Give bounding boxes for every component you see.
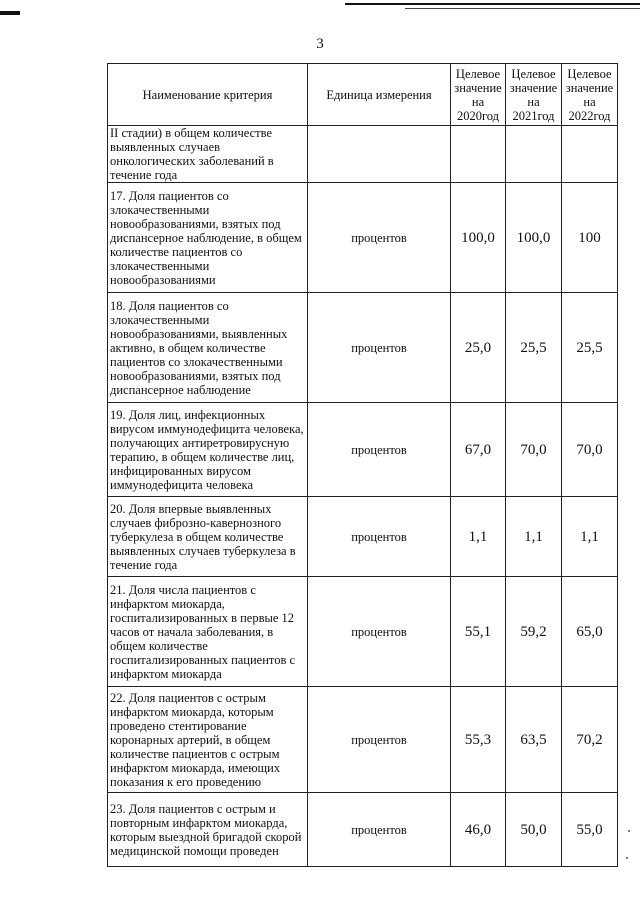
header-target-2022: Целевое значение на 2022год (562, 64, 618, 126)
value-2020: 100,0 (451, 183, 506, 293)
unit-cell: процентов (308, 577, 451, 687)
value-2022: 65,0 (562, 577, 618, 687)
table-row (108, 126, 618, 183)
unit-cell: процентов (308, 793, 451, 867)
value-2022: 1,1 (562, 497, 618, 577)
value-2021: 50,0 (506, 793, 562, 867)
unit-cell (308, 126, 451, 183)
header-target-2021: Целевое значение на 2021год (506, 64, 562, 126)
value-2021 (506, 126, 562, 183)
header-criterion: Наименование критерия (108, 64, 308, 126)
table-row (108, 577, 618, 687)
table-row (108, 293, 618, 403)
value-2021: 25,5 (506, 293, 562, 403)
value-2020: 46,0 (451, 793, 506, 867)
table-row (108, 497, 618, 577)
criterion-name: II стадии) в общем количестве выявленных случаев онкологических заболеваний в течение года (108, 126, 308, 183)
unit-cell: процентов (308, 293, 451, 403)
table-row (108, 403, 618, 497)
value-2021: 100,0 (506, 183, 562, 293)
criterion-name: 18. Доля пациентов со злокачественными новообразованиями, выявленных активно, в общем количестве пациентов со злокачественными новообразованиями, взятых под диспансерное наблюдение (108, 293, 308, 403)
criterion-name: 22. Доля пациентов с острым инфарктом миокарда, которым проведено стентирование коронарных артерий, в общем количестве пациентов с острым инфарктом миокарда, имеющих показания к его проведению (108, 687, 308, 793)
table-row (108, 687, 618, 793)
unit-cell: процентов (308, 687, 451, 793)
header-unit: Единица измерения (308, 64, 451, 126)
scan-edge-mark (0, 11, 20, 15)
scan-speck (628, 830, 630, 832)
criterion-name: 19. Доля лиц, инфекционных вирусом иммунодефицита человека, получающих антиретровирусную терапию, в общем количестве лиц, инфицированных вирусом иммунодефицита человека (108, 403, 308, 497)
header-target-2020: Целевое значение на 2020год (451, 64, 506, 126)
value-2021: 1,1 (506, 497, 562, 577)
value-2021: 63,5 (506, 687, 562, 793)
value-2020: 25,0 (451, 293, 506, 403)
value-2020: 55,3 (451, 687, 506, 793)
table-row (108, 793, 618, 867)
criteria-table (107, 63, 618, 867)
value-2020: 55,1 (451, 577, 506, 687)
table-row (108, 183, 618, 293)
criterion-name: 17. Доля пациентов со злокачественными новообразованиями, взятых под диспансерное наблюдение, в общем количестве пациентов со злокачественными новообразованиями (108, 183, 308, 293)
criterion-name: 20. Доля впервые выявленных случаев фиброзно-кавернозного туберкулеза в общем количестве выявленных случаев туберкулеза в течение года (108, 497, 308, 577)
unit-cell: процентов (308, 183, 451, 293)
page-number: 3 (316, 36, 324, 52)
scan-speck (626, 857, 628, 859)
unit-cell: процентов (308, 497, 451, 577)
unit-cell: процентов (308, 403, 451, 497)
value-2022: 25,5 (562, 293, 618, 403)
value-2022: 100 (562, 183, 618, 293)
criterion-name: 23. Доля пациентов с острым и повторным инфарктом миокарда, которым выездной бригадой скорой медицинской помощи проведен (108, 793, 308, 867)
value-2022 (562, 126, 618, 183)
value-2022: 70,2 (562, 687, 618, 793)
value-2022: 70,0 (562, 403, 618, 497)
header-rule-thin (405, 8, 640, 9)
table-header-row (108, 64, 618, 126)
value-2020: 67,0 (451, 403, 506, 497)
value-2022: 55,0 (562, 793, 618, 867)
value-2021: 59,2 (506, 577, 562, 687)
criterion-name: 21. Доля числа пациентов с инфарктом миокарда, госпитализированных в первые 12 часов от начала заболевания, в общем количестве госпитализированных пациентов с инфарктом миокарда (108, 577, 308, 687)
value-2021: 70,0 (506, 403, 562, 497)
value-2020 (451, 126, 506, 183)
value-2020: 1,1 (451, 497, 506, 577)
header-rule (345, 3, 640, 5)
